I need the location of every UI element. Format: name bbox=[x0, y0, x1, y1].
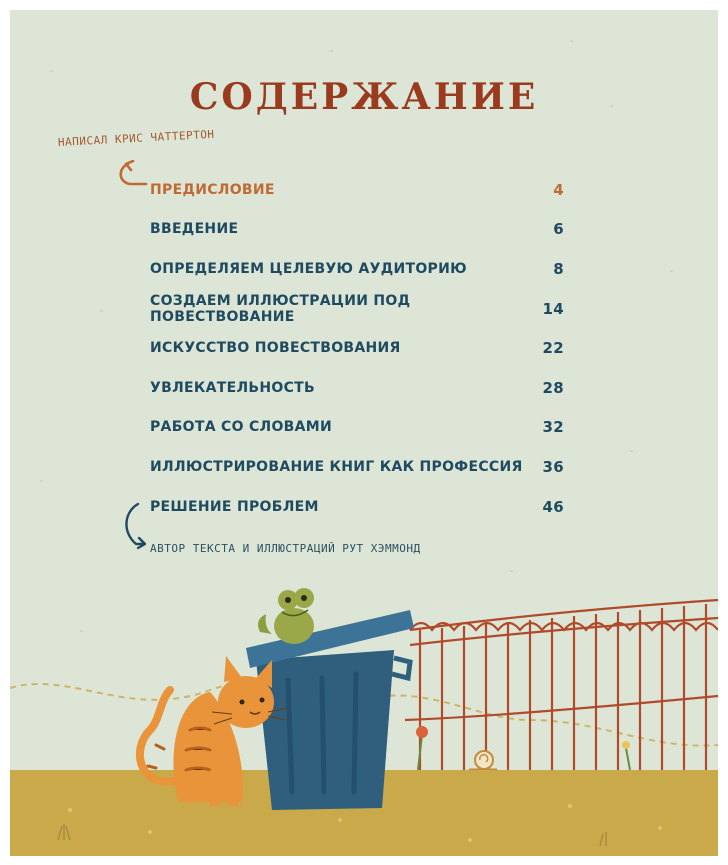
toc-item-page: 14 bbox=[542, 299, 564, 318]
toc-item-page: 36 bbox=[542, 457, 564, 476]
toc-item-label: УВЛЕКАТЕЛЬНОСТЬ bbox=[150, 379, 315, 396]
curved-arrow-down-icon bbox=[118, 500, 150, 550]
toc-item-label: ИЛЛЮСТРИРОВАНИЕ КНИГ КАК ПРОФЕССИЯ bbox=[150, 458, 523, 475]
flower-icon bbox=[416, 726, 630, 770]
fence-icon bbox=[405, 600, 718, 770]
toc-item-label: РАБОТА СО СЛОВАМИ bbox=[150, 419, 333, 436]
toc-item-page: 28 bbox=[542, 378, 564, 397]
toc-item[interactable] bbox=[150, 487, 564, 527]
book-page bbox=[10, 10, 718, 856]
toc-item-label: РЕШЕНИЕ ПРОБЛЕМ bbox=[150, 498, 319, 515]
page-title: СОДЕРЖАНИЕ bbox=[189, 76, 539, 118]
toc-item-page: 4 bbox=[553, 180, 564, 199]
toc-item[interactable] bbox=[150, 170, 564, 210]
toc-item[interactable] bbox=[150, 368, 564, 408]
toc-item-page: 6 bbox=[553, 220, 564, 239]
snail-icon bbox=[470, 751, 496, 770]
toc-item-page: 8 bbox=[553, 259, 564, 278]
curved-arrow-icon bbox=[116, 160, 150, 190]
toc-item-label: СОЗДАЕМ ИЛЛЮСТРАЦИИ ПОД ПОВЕСТВОВАНИЕ bbox=[150, 292, 411, 325]
illustration-scene bbox=[10, 570, 718, 856]
frog-icon bbox=[258, 588, 314, 644]
toc-item-label: ИСКУССТВО ПОВЕСТВОВАНИЯ bbox=[150, 340, 401, 357]
toc-item-page: 22 bbox=[542, 339, 564, 358]
illustrator-credit: АВТОР ТЕКСТА И ИЛЛЮСТРАЦИЙ РУТ ХЭММОНД bbox=[150, 542, 421, 555]
toc-item-label: ВВЕДЕНИЕ bbox=[150, 221, 239, 238]
table-of-contents bbox=[150, 170, 564, 526]
toc-item[interactable] bbox=[150, 447, 564, 487]
toc-item[interactable] bbox=[150, 328, 564, 368]
toc-item-label: ОПРЕДЕЛЯЕМ ЦЕЛЕВУЮ АУДИТОРИЮ bbox=[150, 260, 467, 277]
toc-item-label: ПРЕДИСЛОВИЕ bbox=[150, 181, 275, 198]
toc-item-page: 32 bbox=[542, 418, 564, 437]
toc-item[interactable] bbox=[150, 289, 564, 329]
toc-item[interactable] bbox=[150, 249, 564, 289]
toc-item[interactable] bbox=[150, 408, 564, 448]
toc-item[interactable] bbox=[150, 210, 564, 250]
toc-item-page: 46 bbox=[542, 497, 564, 516]
author-credit: НАПИСАЛ КРИС ЧАТТЕРТОН bbox=[57, 127, 215, 149]
